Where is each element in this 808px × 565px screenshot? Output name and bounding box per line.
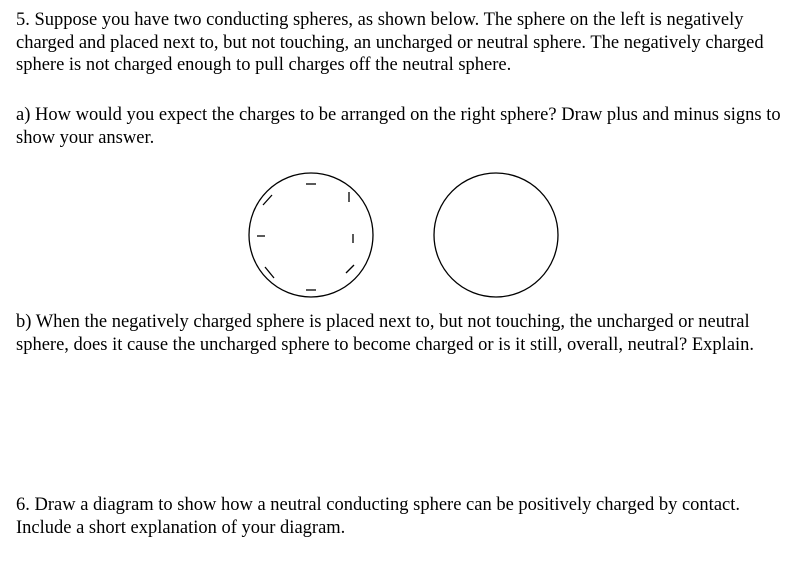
question-5-intro: 5. Suppose you have two conducting spheres, as shown below. The sphere on the left is negatively charged and placed next to, but not touching, an uncharged or neutral sphere. The negatively charged sphere is not charged enough to pull charges off the neutral sphere. <box>16 10 764 75</box>
minus-sign-lower-left <box>265 267 274 278</box>
question-6: 6. Draw a diagram to show how a neutral conducting sphere can be positively charged by contact. Include a short explanation of your diagram. <box>16 495 741 538</box>
question-5-part-b: b) When the negatively charged sphere is placed next to, but not touching, the uncharged or neutral sphere, does it cause the uncharged sphere to become charged or is it still, overall, neutral? Explain. <box>16 312 755 355</box>
left-sphere-outline <box>249 173 373 297</box>
right-sphere <box>434 173 558 297</box>
question-5-part-a: a) How would you expect the charges to be arranged on the right sphere? Draw plus and minus signs to show your answer. <box>16 105 781 148</box>
right-sphere-outline <box>434 173 558 297</box>
minus-sign-lower-right <box>346 265 354 273</box>
minus-sign-upper-left <box>263 195 272 205</box>
left-sphere <box>249 173 373 297</box>
